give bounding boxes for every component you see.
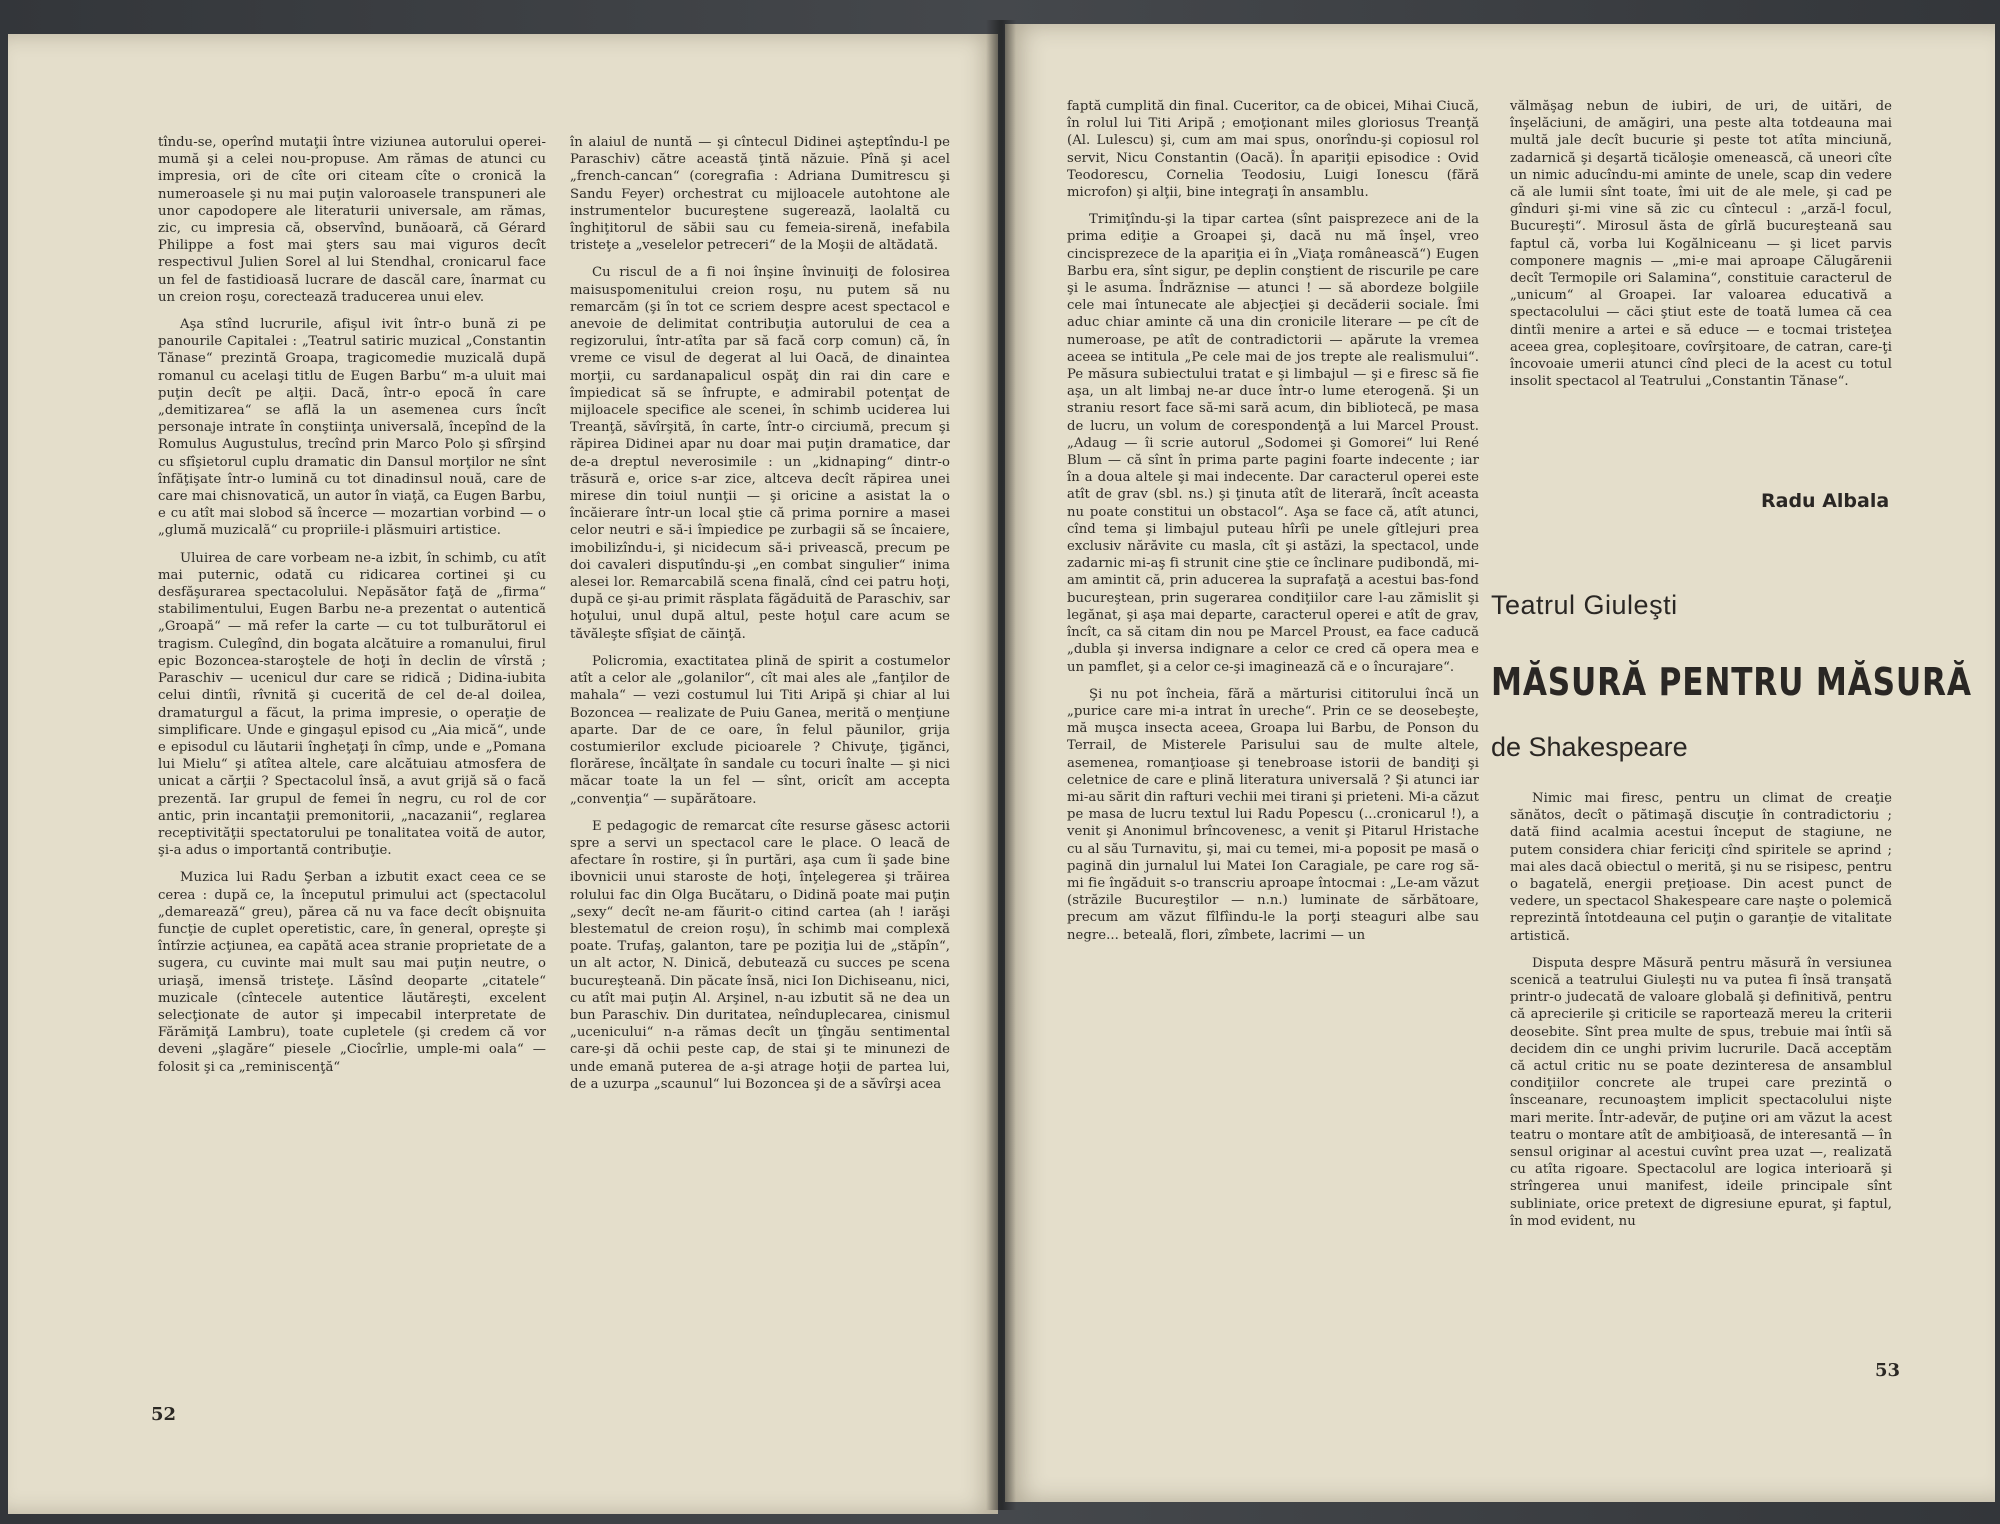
book-gutter (986, 20, 1016, 1510)
left-column-1 (158, 134, 546, 1086)
paragraph: Muzica lui Radu Şerban a izbutit exact ceea ce se cerea : după ce, la începutul primului act (spectacolul „demarează“ greu), părea că nu va face decît obişnuita funcţie de cuplet operetistic, care, în general, opreşte şi întîrzie acţiunea, ea capătă acea stranie proprietate de a sugera, cu cuvinte mai mult sau mai puţin neutre, o uriaşă, imensă tristeţe. Lăsînd deoparte „citatele“ muzicale (cîntecele autentice lăutăreşti, excelent selecţionate de autor şi impecabil interpretate de Fărămiţă Lambru), toate cupletele (şi credem că vor deveni „şlagăre“ piesele „Ciocîrlie, umple-mi oala“ — folosit şi ca „reminiscenţă“ (158, 870, 546, 1075)
paragraph: Disputa despre Măsură pentru măsură în versiunea scenică a teatrului Giuleşti nu va putea fi însă tranşată printr-o judecată de valoare globală şi definitivă, pentru că aprecierile şi criticile se raportează mereu la criterii deosebite. Sînt prea multe de spus, trebuie mai întîi să decidem din ce unghi privim lucrurile. Dacă acceptăm că actul critic nu se poate dezinteresa de ansamblul condiţiilor concrete ale trupei care prezintă o însceanare, recunoaştem implicit spectacolului nişte mari merite. Într-adevăr, de puţine ori am văzut la acest teatru o montare atît de ambiţioasă, de interesantă — în sensul originar al acestui cuvînt prea uzat —, realizată cu atîta rigoare. Spectacolul are logica interioară şi strîngerea unui manifest, ideile principale sînt subliniate, orice pretext de digresiune epurat, şi faptul, în mod evident, nu (1510, 955, 1892, 1229)
article-signature: Radu Albala (1761, 490, 1890, 512)
paragraph: Policromia, exactitatea plină de spirit a costumelor atît a celor ale „golanilor“, cît mai ales ale „fanţilor de mahala“ — vezi costumul lui Titi Aripă şi chiar al lui Bozoncea — realizate de Puiu Ganea, merită o menţiune aparte. Dar de ce oare, în felul păunilor, grija costumierilor exclude picioarele ? Chivuţe, ţigănci, florărese, încălţate în sandale cu tocuri înalte — şi nici măcar toate la un fel — sînt, oricît am accepta „convenţia“ — supărătoare. (570, 653, 950, 807)
paragraph: Trimiţîndu-şi la tipar cartea (sînt paisprezece ani de la prima ediţie a Groapei şi, dacă nu mă înşel, vreo cincisprezece de la apariţia ei în „Viaţa românească“) Eugen Barbu era, sînt sigur, pe deplin conştient de riscurile pe care şi le asuma. Îndrăznise — atunci ! — să abordeze bolgiile cele mai întunecate ale abjecţiei şi decăderii sociale. Îmi aduc chiar aminte că una din cronicile literare — pe cît de numeroase, pe atît de contradictorii — apărute la vremea aceea se intitula „Pe cele mai de jos trepte ale realismului“. Pe măsura subiectului tratat e şi limbajul — şi e firesc să fie aşa, un alt limbaj ne-ar duce într-o lume eterogenă. Şi un straniu resort face să-mi sară acum, din bibliotecă, pe masa de lucru, un volum de corespondenţă a lui Marcel Proust. „Adaug — îi scrie autorul „Sodomei şi Gomorei“ lui René Blum — că sînt în prima parte pagini foarte indecente ; iar în a doua altele şi mai indecente. Dar caracterul operei este atît de grav (sbl. ns.) şi ţinuta atît de literară, încît aceasta nu poate constitui un obstacol“. Aşa se face că, atît atunci, cînd tema şi limbajul puteau hîrîi pe unele gîtlejuri prea exclusiv nărăvite cu masla, cît şi astăzi, la spectacol, unde zadarnic mi-aş fi strunit cine ştie ce înclinare pudibondă, mi-am amintit că, prin aducerea la suprafaţă a acestui bas-fond bucureştean, prin sugerarea condiţiilor care l-au zămislit şi legănat, şi aşa mai departe, caracterul operei e atît de grav, încît, ca să citam din nou pe Marcel Proust, ea face caducă „dubla şi inversa indignare a celor ce cred că opera mea e un pamflet, şi a celor ce-şi imaginează că e o încurajare“. (1067, 212, 1479, 675)
paragraph: faptă cumplită din final. Cuceritor, ca de obicei, Mihai Ciucă, în rolul lui Titi Aripă ; emoţionant miles gloriosus Treanţă (Al. Lulescu) şi, cum am mai spus, onorîndu-şi copiosul rol servit, Nicu Constantin (Oacă). În apariţii episodice : Ovid Teodorescu, Cornelia Teodosiu, Luigi Ionescu (fără microfon) şi alţii, bine integraţi în ansamblu. (1067, 99, 1479, 201)
right-column-1 (1067, 98, 1479, 954)
page-number-right: 53 (1875, 1360, 1901, 1381)
paragraph: Şi nu pot încheia, fără a mărturisi cititorului încă un „purice care mi-a intrat în ureche“. Prin ce se deosebeşte, mă muşca insecta aceea, Groapa lui Barbu, de Ponson du Terrail, de Misterele Parisului sau de multe altele, asemenea, romanţioase şi tenebroase istorii de bandiţi şi celetnice de care e plină literatura universală ? Şi atunci iar mi-au sărit din rafturi vechii mei tirani şi prieteni. Mi-a căzut pe masa de lucru textul lui Radu Popescu (...cronicarul !), a venit şi Anonimul brîncovenesc, a venit şi Pitarul Hristache cu al său Turnavitu, şi, mai cu temei, mi-a poposit pe masă o pagină din jurnalul lui Matei Ion Caragiale, pe care rog să-mi fie îngăduit s-o transcriu aproape întocmai : „Le-am văzut (străzile Bucureştilor — n.n.) luminate de sărbătoare, precum am văzut fîlfîindu-le la porţi steaguri albe sau negre... beteală, flori, zîmbete, lacrimi — un (1067, 686, 1479, 943)
paragraph: Aşa stînd lucrurile, afişul ivit într-o bună zi pe panourile Capitalei : „Teatrul satiric muzical „Constantin Tănase“ prezintă Groapa, tragicomedie muzicală după romanul cu acelaşi titlu de Eugen Barbu“ m-a uluit mai puţin decît pe alţii. Dacă, într-o epocă în care „demitizarea“ se află la un asemenea curs încît personaje intrate în conştiinţa universală, începînd de la Romulus Augustulus, trecînd prin Marco Polo şi sfîrşind cu sfîşietorul cuplu dramatic din Dansul morţilor ne sînt înfăţişate într-o lumină cu tot dinadinsul nouă, care de care mai chisnovatică, un autor în viaţă, ca Eugen Barbu, e cu atît mai slobod să încerce — mozartian vorbind — o „glumă muzicală“ cu propriile-i plăsmuiri artistice. (158, 317, 546, 539)
paragraph: în alaiul de nuntă — şi cîntecul Didinei aşteptîndu-l pe Paraschiv) către această ţintă năzuie. Pînă şi acel „french-cancan“ (coregrafia : Adriana Dumitrescu şi Sandu Feyer) orchestrat cu mijloacele autohtone ale instrumentelor bucureştene sugerează, laolaltă cu înghiţitorul de săbii sau cu femeia-sirenă, inefabila tristeţe a „veselelor petreceri“ de la Moşii de altădată. (570, 135, 950, 254)
paragraph: Uluirea de care vorbeam ne-a izbit, în schimb, cu atît mai puternic, odată cu ridicarea cortinei şi cu desfăşurarea spectacolului. Nepăsător faţă de „firma“ stabilimentului, Eugen Barbu ne-a prezentat o autentică „Groapă“ — mă refer la carte — cu tot tulburătorul ei tragism. Culegînd, din bogata alcătuire a romanului, firul epic Bozoncea-staroştele de hoţi în declin de vîrstă ; Paraschiv — ucenicul dur care se ridică ; Didina-iubita celui dintîi, rîvnită şi cucerită de cel de-al doilea, dramaturgul a făcut, la prima impresie, o operaţie de simplificare. Unde e gingaşul episod cu „Aia mică“, unde e episodul cu lăutarii îngheţaţi în cîmp, unde e „Pomana lui Mielu“ şi atîtea altele, care alcătuiau atmosfera de unicat a cărţii ? Spectacolul însă, a avut grijă să o facă prezentă. Iar grupul de femei în negru, cu rol de cor antic, prin incantaţii premonitorii, „nacazanii“, reglarea receptivităţii spectatorului pe tonalitatea voită de autor, şi-a adus o importantă contribuţie. (158, 550, 546, 859)
page-number-left: 52 (151, 1404, 177, 1425)
paragraph: E pedagogic de remarcat cîte resurse găsesc actorii spre a servi un spectacol care le place. O leacă de afectare în rostire, şi în purtări, aşa cum îi şade bine ibovnicii unui staroste de hoţi, înţelegerea şi trăirea rolului fac din Olga Bucătaru, o Didină poate mai puţin „sexy“ decît ne-am făurit-o citind cartea (ah ! iarăşi blestematul de creion roşu), în schimb mai complexă poate. Trufaş, galanton, tare pe poziţia lui de „stăpîn“, un alt actor, N. Dinică, debutează cu succes pe scena bucureşteană. Din păcate însă, nici Ion Dichiseanu, nici, cu atît mai puţin Al. Arşinel, n-au izbutit să ne dea un bun Paraschiv. Din duritatea, neînduplecarea, cinismul „ucenicului“ n-a rămas decît un ţîngău sentimental care-şi dă ochii peste cap, de stai şi te minunezi de unde emană puterea de a-şi atrage hoţii de partea lui, de a uzurpa „scaunul“ lui Bozoncea şi de a săvîrşi acea (570, 818, 950, 1092)
left-page (8, 34, 998, 1514)
paragraph: Cu riscul de a fi noi înşine învinuiţi de folosirea maisuspomenitului creion roşu, nu putem să nu remarcăm (şi în tot ce scriem despre acest spectacol e anevoie de delimitat contribuţia autorului de cea a regizorului, într-atîta par să facă corp comun) că, în vreme ce visul de degerat al lui Oacă, de dinaintea morţii, cu sardanapalicul ospăţ din rai din care e împiedicat să se înfrupte, e admirabil potenţat de mijloacele specifice ale scenei, în schimb uciderea lui Treanţă, săvîrşită, în carte, într-o circiumă, precum şi răpirea Didinei apar nu doar mai puţin dramatice, dar de-a dreptul neverosimile : un „kidnaping“ dintr-o trăsură e, orice s-ar zice, altceva decît răpirea unei mirese din toiul nunţii — şi oricine a asistat la o încăierare într-un local ştie că prima pornire a masei celor neutri e să-i împiedice pe zurbagii să se încaiere, imobilizîndu-i, şi nicidecum să-i privească, precum pe doi cavaleri disputîndu-şi „en combat singulier“ inima alesei lor. Remarcabilă scena finală, cînd cei patru hoţi, după ce şi-au primit răsplata făgăduită de Paraschiv, sar hoţului, unul după altul, peste hoţul care acum se tăvăleşte sfîşiat de căinţă. (570, 265, 951, 642)
paragraph: tîndu-se, operînd mutaţii între viziunea autorului operei-mumă şi a celei nou-propuse. Am rămas de atunci cu impresia, ori de cîte ori citeam cîte o cronică la numeroasele şi nu mai puţin valoroasele transpuneri ale unor capodopere ale literaturii universale, am rămas, zic, cu impresia că, observînd, bunăoară, că Gérard Philippe a fost mai şters sau mai viguros decît respectivul Julien Sorel al lui Stendhal, cronicarul face un fel de fastidioasă lucrare de dascăl care, înarmat cu un creion roşu, corectează traducerea unui elev. (158, 135, 546, 305)
right-column-2 (1510, 98, 1892, 400)
paragraph: vălmăşag nebun de iubiri, de uri, de uitări, de înşelăciuni, de amăgiri, una peste alta totdeauna mai multă jale decît bucurie şi peste tot atîta minciună, zadarnică şi deşartă ticăloşie omenească, că uneori cîte un nimic aducîndu-mi aminte de unele, scap din vedere că ale lumii sînt toate, îmi uit de ale mele, şi cad pe gînduri şi-mi vine să zic cu cîntecul : „arză-l focul, Bucureşti“. Mirosul ăsta de gîrlă bucureşteană sau faptul că, vorba lui Kogălniceanu — şi licet parvis componere magnis — „mi-e mai aproape Călugărenii decît Termopile ori Salamina“, constituie caracterul de „unicum“ al Groapei. Iar valoarea educativă a spectacolului — căci ştiut este de toată lumea că cea dintîi menire a artei e să educe — e tocmai tristeţea aceea grea, copleşitoare, covîrşitoare, de catran, care-ţi încovoaie umerii atunci cînd pleci de la acest cu totul insolit spectacol al Teatrului „Constantin Tănase“. (1510, 99, 1892, 390)
right-page (1005, 24, 1995, 1502)
theatre-heading: Teatrul Giuleşti (1491, 590, 1678, 620)
right-column-2-review (1510, 790, 1892, 1240)
paragraph: Nimic mai firesc, pentru un climat de creaţie sănătos, decît o pătimaşă discuţie în contradictoriu ; dată fiind acalmia acestui început de stagiune, ne putem considera chiar fericiţi cînd spiritele se aprind ; mai ales dacă obiectul o merită, şi nu se risipesc, pentru o bagatelă, energii preţioase. Din acest punct de vedere, un spectacol Shakespeare care naşte o polemică reprezintă întotdeauna cel puţin o garanţie de vitalitate artistică. (1510, 791, 1893, 944)
play-author: de Shakespeare (1491, 732, 1688, 762)
play-title: MĂSURĂ PENTRU MĂSURĂ (1491, 660, 1972, 704)
left-column-2 (570, 134, 950, 1103)
